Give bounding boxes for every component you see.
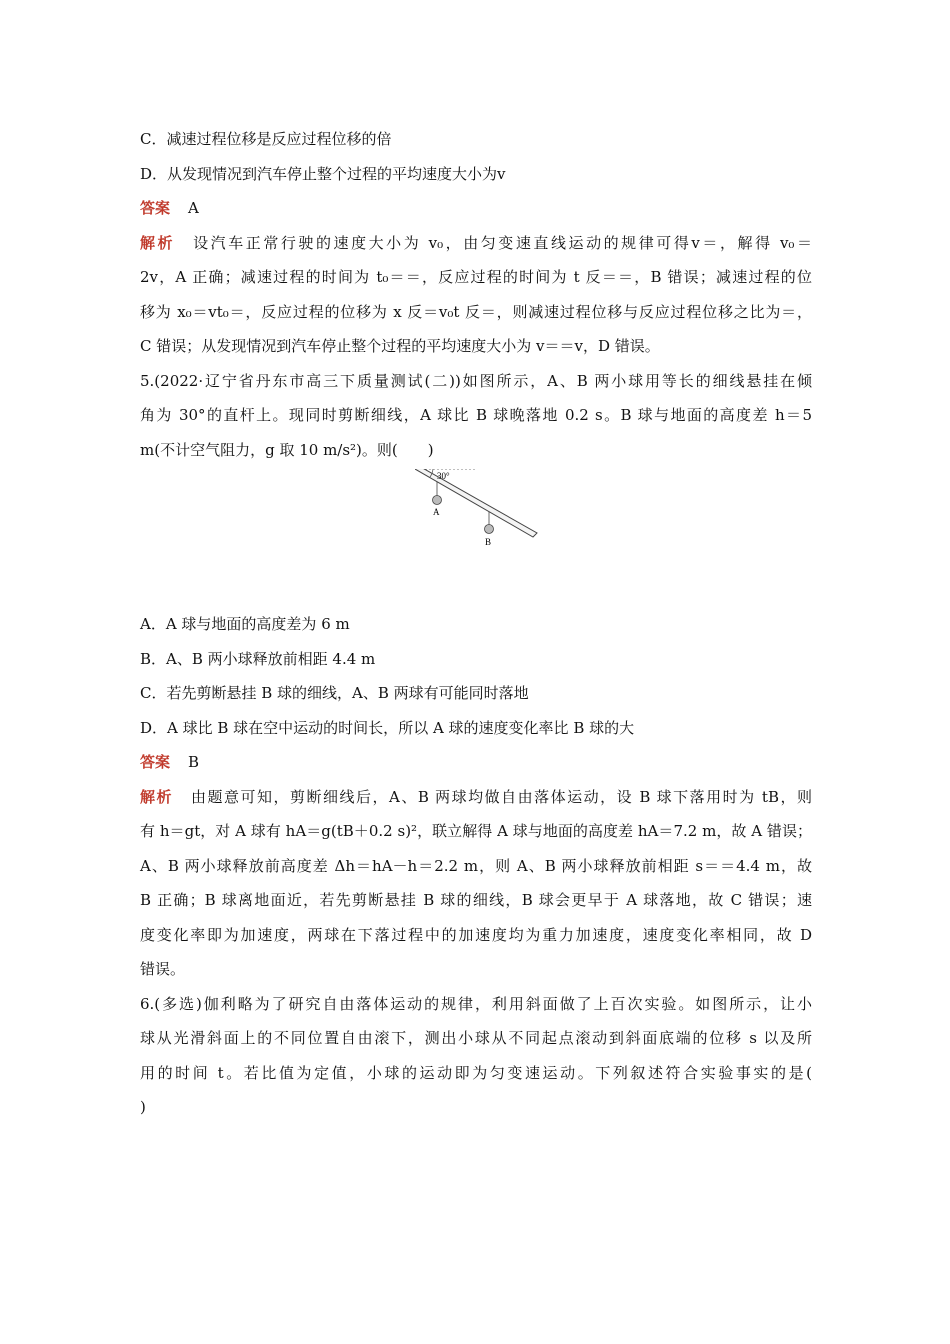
prev-analysis-line: 2v，A 正确；减速过程的时间为 t₀＝＝，反应过程的时间为 t 反＝＝，B 错误；减速过程的位 [140, 268, 812, 286]
answer-label: 答案 [140, 199, 171, 217]
prev-option-d: D．从发现情况到汽车停止整个过程的平均速度大小为v [140, 164, 506, 183]
q5-analysis-line: A、B 两小球释放前高度差 Δh＝hA－h＝2.2 m，则 A、B 两小球释放前相距 s＝＝4.4 m，故 [140, 856, 812, 875]
prev-analysis-line: 移为 x₀＝vt₀＝，反应过程的位移为 x 反＝v₀t 反＝，则减速过程位移与反应过程位移之比为＝， [140, 302, 812, 321]
q6-stem-line: ) [140, 1098, 146, 1116]
inclined-rod-diagram [415, 469, 545, 559]
ball-a [433, 496, 442, 505]
q5-analysis-line: 有 h＝gt，对 A 球有 hA＝g(tB＋0.2 s)²，联立解得 A 球与地面的高度差 hA＝7.2 m，故 A 错误； [140, 822, 812, 840]
q5-stem-line: 5.(2022·辽宁省丹东市高三下质量测试(二))如图所示，A、B 两小球用等长的细线悬挂在倾 [140, 371, 812, 390]
q5-stem-line: 角为 30°的直杆上。现同时剪断细线，A 球比 B 球晚落地 0.2 s。B 球与地面的高度差 h＝5 [140, 406, 812, 424]
q5-option-b: B．A、B 两小球释放前相距 4.4 m [140, 649, 376, 668]
ball-b [485, 525, 494, 534]
analysis-label: 解析 [140, 233, 176, 252]
q5-analysis-line: 度变化率即为加速度，两球在下落过程中的加速度均为重力加速度，速度变化率相同，故 D [140, 925, 812, 944]
q5-option-a: A．A 球与地面的高度差为 6 m [140, 615, 350, 633]
q6-stem-line: 球从光滑斜面上的不同位置自由滚下，测出小球从不同起点滚动到斜面底端的位移 s 以及所 [140, 1029, 812, 1047]
q5-option-c: C．若先剪断悬挂 B 球的细线，A、B 两球有可能同时落地 [140, 684, 529, 702]
ball-b-label: B [485, 537, 492, 547]
prev-answer [140, 191, 812, 226]
document-page [140, 122, 812, 1125]
angle-label: 30° [437, 471, 450, 481]
prev-analysis-line: C 错误；从发现情况到汽车停止整个过程的平均速度大小为 v＝＝v，D 错误。 [140, 337, 660, 355]
answer-value: B [188, 753, 200, 771]
ball-a-label: A [433, 507, 440, 517]
q5-stem-line: m(不计空气阻力，g 取 10 m/s²)。则( ) [140, 440, 434, 459]
q5-figure [140, 467, 812, 607]
q5-option-d: D．A 球比 B 球在空中运动的时间长，所以 A 球的速度变化率比 B 球的大 [140, 718, 635, 737]
analysis-label: 解析 [140, 787, 173, 806]
q5-answer [140, 745, 812, 780]
q6-stem-line: 用的时间 t。若比值为定值，小球的运动即为匀变速运动。下列叙述符合实验事实的是( [140, 1063, 812, 1082]
q6-stem-line: 6.(多选)伽利略为了研究自由落体运动的规律，利用斜面做了上百次实验。如图所示，让小 [140, 994, 812, 1013]
q5-analysis-line: B 正确；B 球离地面近，若先剪断悬挂 B 球的细线，B 球会更早于 A 球落地，故 C 错误；速 [140, 891, 812, 909]
prev-option-c: C．减速过程位移是反应过程位移的倍 [140, 130, 392, 148]
answer-value: A [188, 199, 199, 217]
q5-analysis-line: 解析 由题意可知，剪断细线后，A、B 两球均做自由落体运动，设 B 球下落用时为 tB，则 [140, 787, 812, 806]
prev-analysis-line: 解析 设汽车正常行驶的速度大小为 v₀，由匀变速直线运动的规律可得v＝，解得 v₀＝ [140, 233, 812, 252]
q5-analysis-line: 错误。 [140, 960, 186, 978]
answer-label: 答案 [140, 753, 171, 771]
